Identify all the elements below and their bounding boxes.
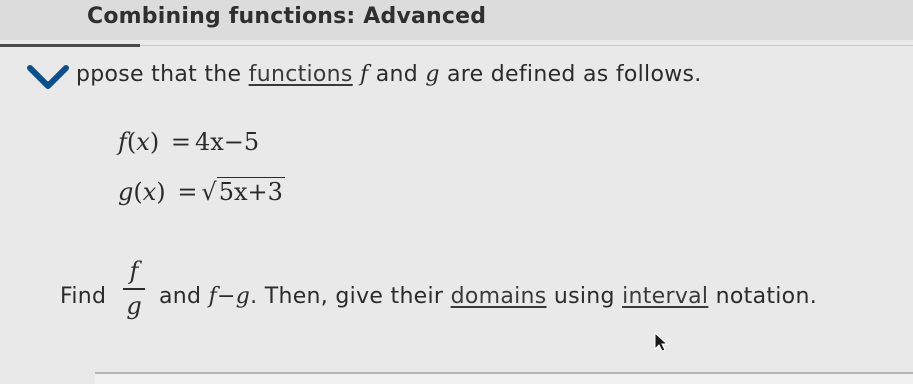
find-end: notation. — [708, 284, 817, 309]
fraction-denominator: g — [126, 291, 142, 320]
f-rhs: 4x−5 — [194, 128, 260, 156]
page-title: Combining functions: Advanced — [87, 4, 487, 29]
g-arg: x — [142, 178, 157, 206]
answer-area[interactable] — [95, 372, 913, 384]
interval-link[interactable]: interval — [622, 284, 709, 309]
fraction-bar — [123, 288, 145, 290]
sqrt-expression — [201, 178, 284, 206]
collapse-button[interactable] — [26, 62, 70, 92]
g-name: g — [118, 178, 134, 206]
g-definition: g(x) = √5x+3 — [118, 178, 283, 206]
find-using: using — [546, 284, 623, 309]
find-label: Find — [60, 284, 107, 309]
functions-link[interactable]: functions — [248, 62, 353, 87]
mouse-pointer-icon — [654, 332, 668, 356]
find-instructions — [159, 284, 817, 309]
f-arg: x — [136, 128, 150, 156]
intro-mid: and — [368, 62, 426, 87]
find-then: . Then, give their — [250, 284, 451, 309]
header-bar — [0, 0, 913, 40]
find-and: and — [159, 284, 209, 309]
header-divider-light — [140, 45, 913, 46]
fraction-f-over-g — [123, 256, 145, 320]
chevron-down-icon — [26, 62, 70, 92]
f-definition: f(x) = 4x−5 — [118, 128, 260, 156]
intro-suffix: are defined as follows. — [439, 62, 702, 87]
domains-link[interactable]: domains — [450, 284, 547, 309]
fraction-numerator: f — [129, 257, 139, 285]
intro-g: g — [425, 62, 440, 87]
intro-prefix: ppose that the — [76, 62, 249, 87]
find-expr: f−g — [208, 284, 251, 309]
problem-intro — [76, 62, 702, 87]
intro-f: f — [359, 62, 369, 87]
f-name: f — [118, 128, 127, 156]
header-divider — [0, 44, 140, 47]
g-radicand: 5x+3 — [218, 178, 283, 206]
sqrt-icon: √ — [201, 178, 217, 206]
